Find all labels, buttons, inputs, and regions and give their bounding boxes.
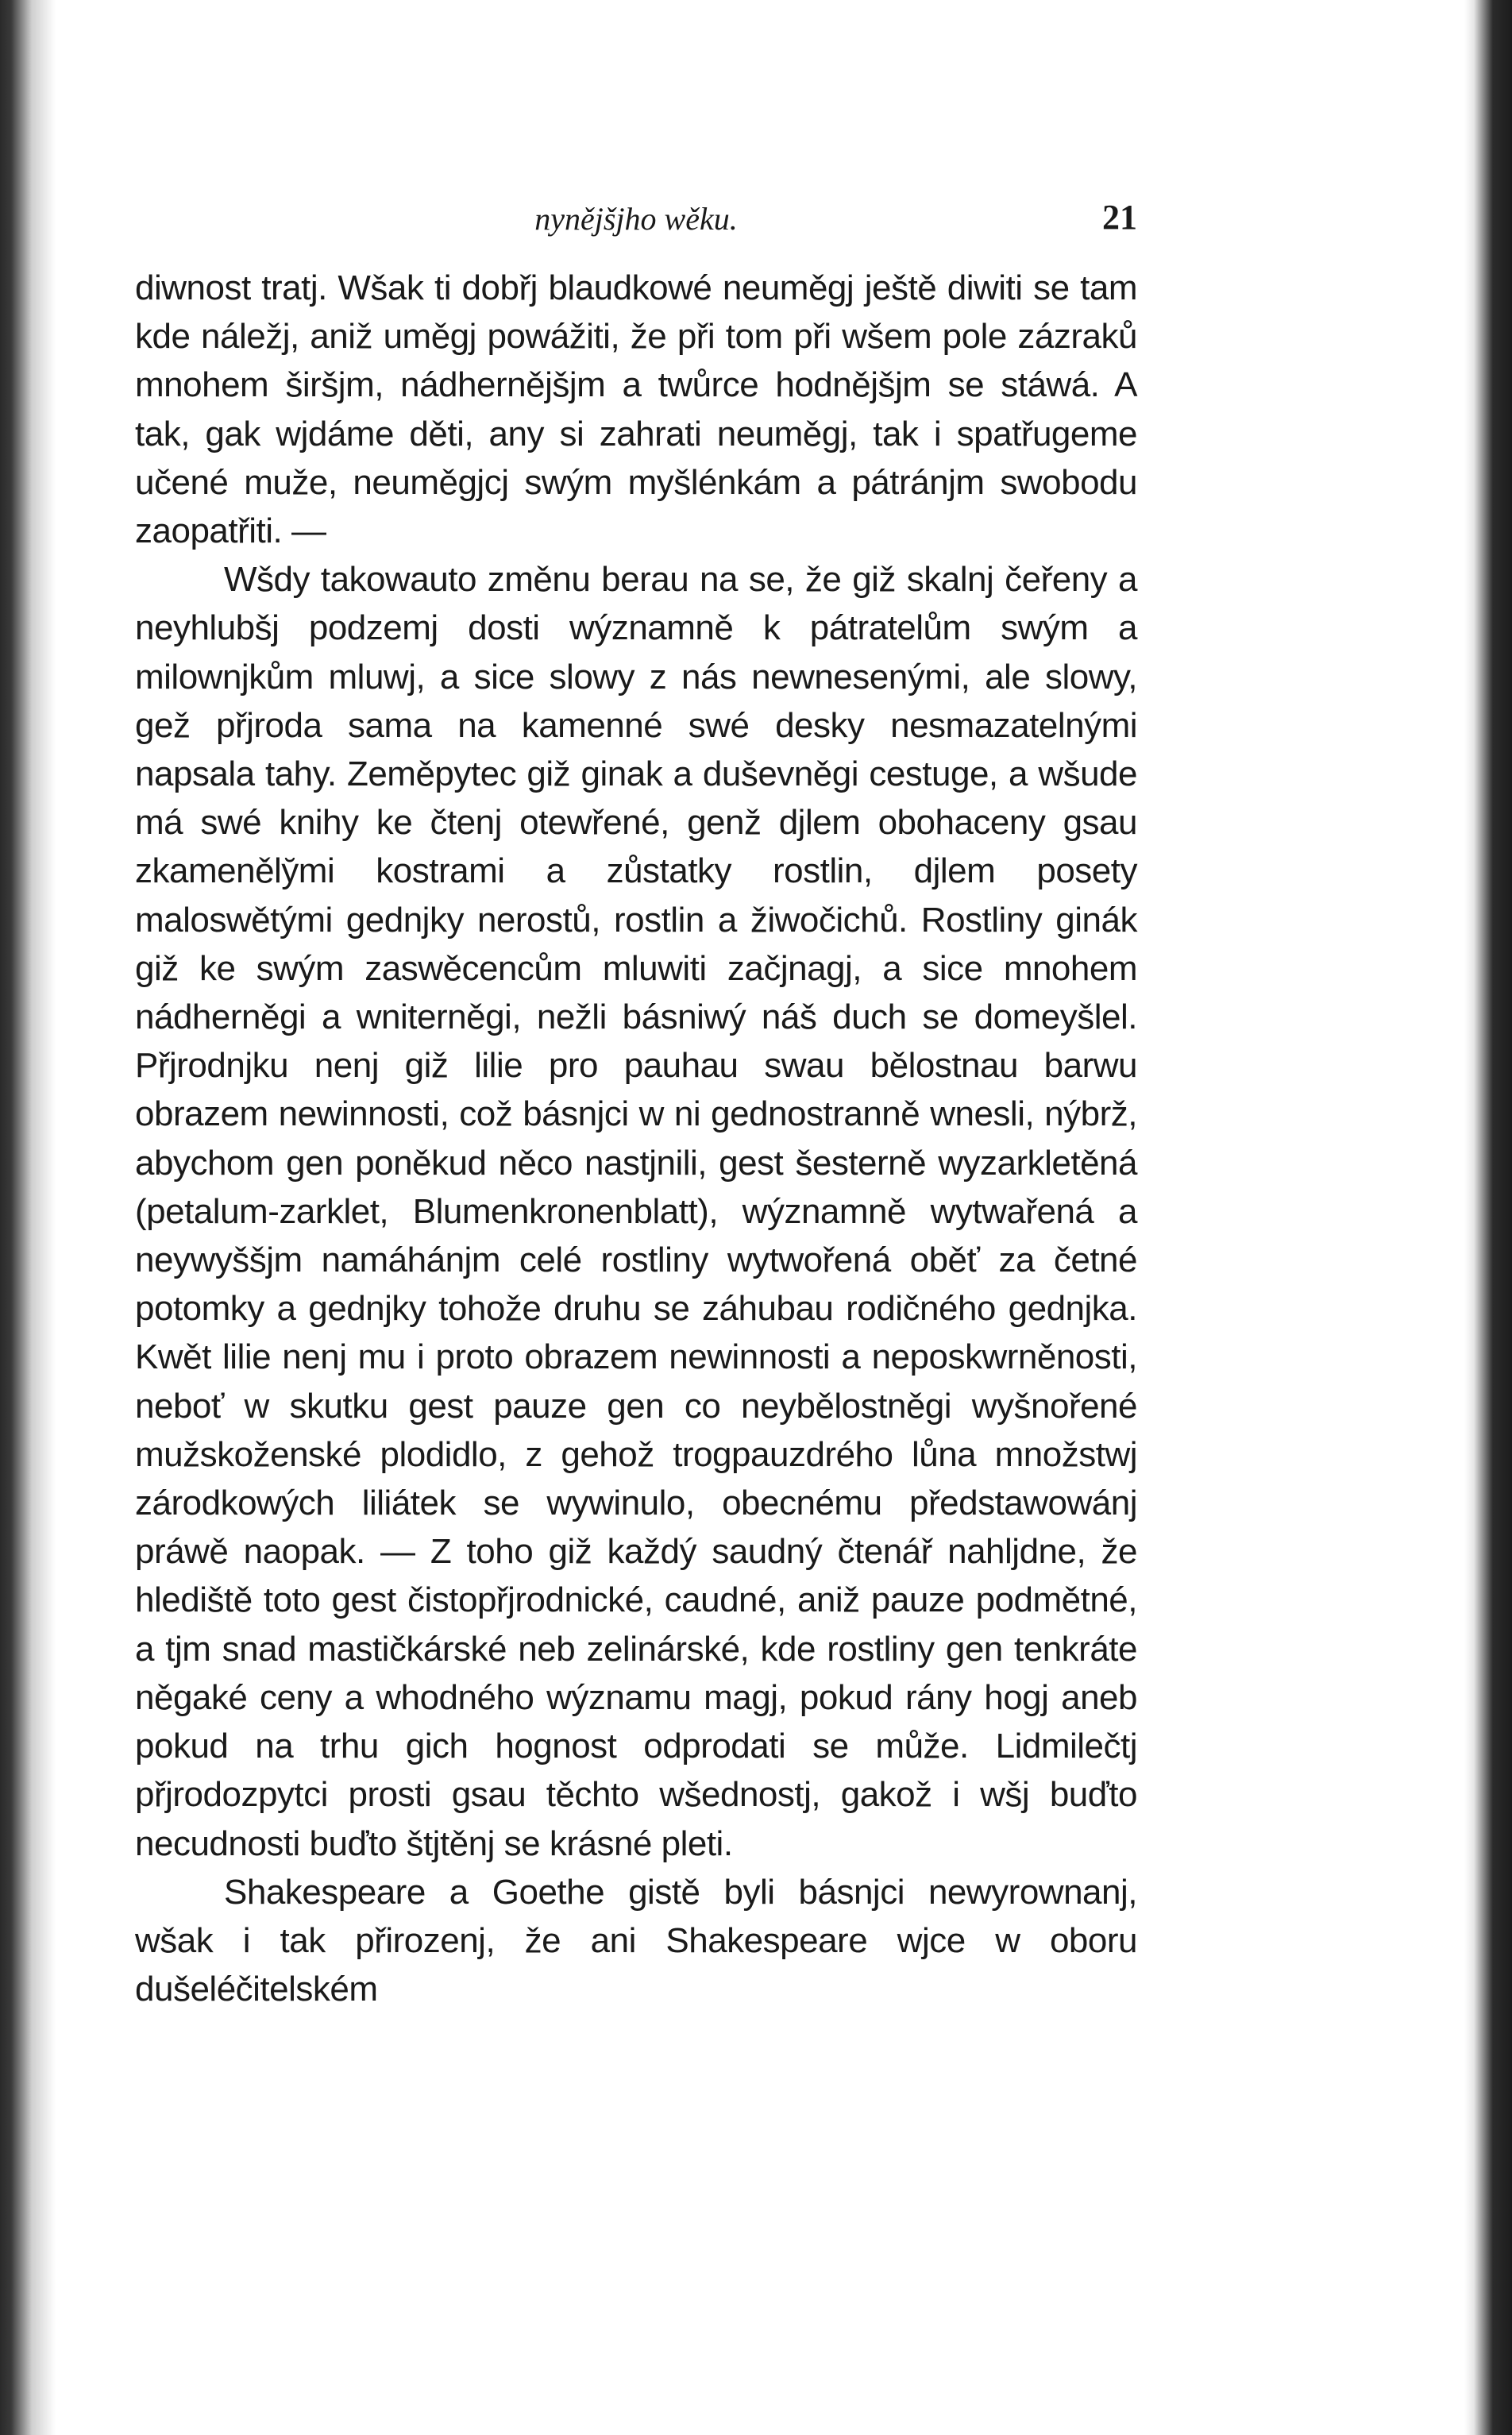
page-number: 21 [1102, 198, 1137, 237]
paragraph-3: Shakespeare a Goethe gistě byli básnjci newyrownanj, wšak i tak přirozenj, že ani Shakespeare wjce w oboru dušeléčitelském [135, 1872, 1137, 2009]
body-text [135, 264, 1137, 2013]
scan-right-edge [1464, 0, 1512, 2435]
paragraph-2: Wšdy takowauto změnu berau na se, že giž skalnj čeřeny a neyhlubšj podzemj dosti wýznamně k pátratelům swým a milownjkům mluwj, a sice slowy z nás newnesenými, ale slowy, gež přjroda sama na kamenné swé desky nesmazatelnými napsala tahy. Zeměpytec giž ginak a duševněgi cestuge, a wšude má swé knihy ke čtenj otewřené, genž djlem obohaceny gsau zkameněly̆mi kostrami a zůstatky rostlin, djlem posety maloswětými gednjky nerostů, rostlin a žiwočichů. Rostliny ginák giž ke swým zaswěcencům mluwiti začjnagj, a sice mnohem nádherněgi a wniterněgi, nežli básniwý náš duch se domeyšlel. Přjrodnjku nenj giž lilie pro pauhau swau bělostnau barwu obrazem newinnosti, což básnjci w ni gednostranně wnesli, nýbrž, abychom gen poněkud něco nastjnili, gest šesterně wyzarkletěná (petalum-zarklet, Blumenkronenblatt), wýznamně wytwařená a neywyššjm namáhánjm celé rostliny wytwořená oběť za četné potomky a gednjky tohože druhu se záhubau rodičného gednjka. Kwět lilie nenj mu i proto obrazem newinnosti a neposkwrněnosti, neboť w skutku gest pauze gen co neybělostněgi wyšnořené mužskoženské plodidlo, z gehož trogpauzdrého lůna množstwj zárodkowých liliátek se wywinulo, obecnému předstawowánj práwě naopak. — Z toho giž každý saudný čtenář nahljdne, že hlediště toto gest čistopřjrodnické, caudné, aniž pauze podmětné, a tjm snad mastičkárské neb zelinárské, kde rostliny gen tenkráte něgaké ceny a whodného wýznamu magj, pokud rány hogj aneb pokud na trhu gich hognost odprodati se může. Lidmilečtj přjrodozpytci prosti gsau těchto wšednostj, gakož i wšj buďto necudnosti buďto štjtěnj se krásné pleti. [135, 560, 1137, 1863]
paragraph-1: diwnost tratj. Wšak ti dobřj blaudkowé neuměgj ještě diwiti se tam kde náležj, aniž uměgj powážiti, že při tom při wšem pole zázraků mnohem širšjm, nádhernějšjm a twůrce hodnějšjm se stáwá. A tak, gak wjdáme děti, any si zahrati neuměgj, tak i spatřugeme učené muže, neuměgjcj swým myšlénkám a pátránjm swobodu zaopatřiti. — [135, 268, 1137, 551]
running-title: nynějšjho wěku. [534, 201, 738, 237]
scan-left-edge [0, 0, 56, 2435]
book-page [135, 183, 1137, 2013]
page-header [135, 183, 1137, 246]
